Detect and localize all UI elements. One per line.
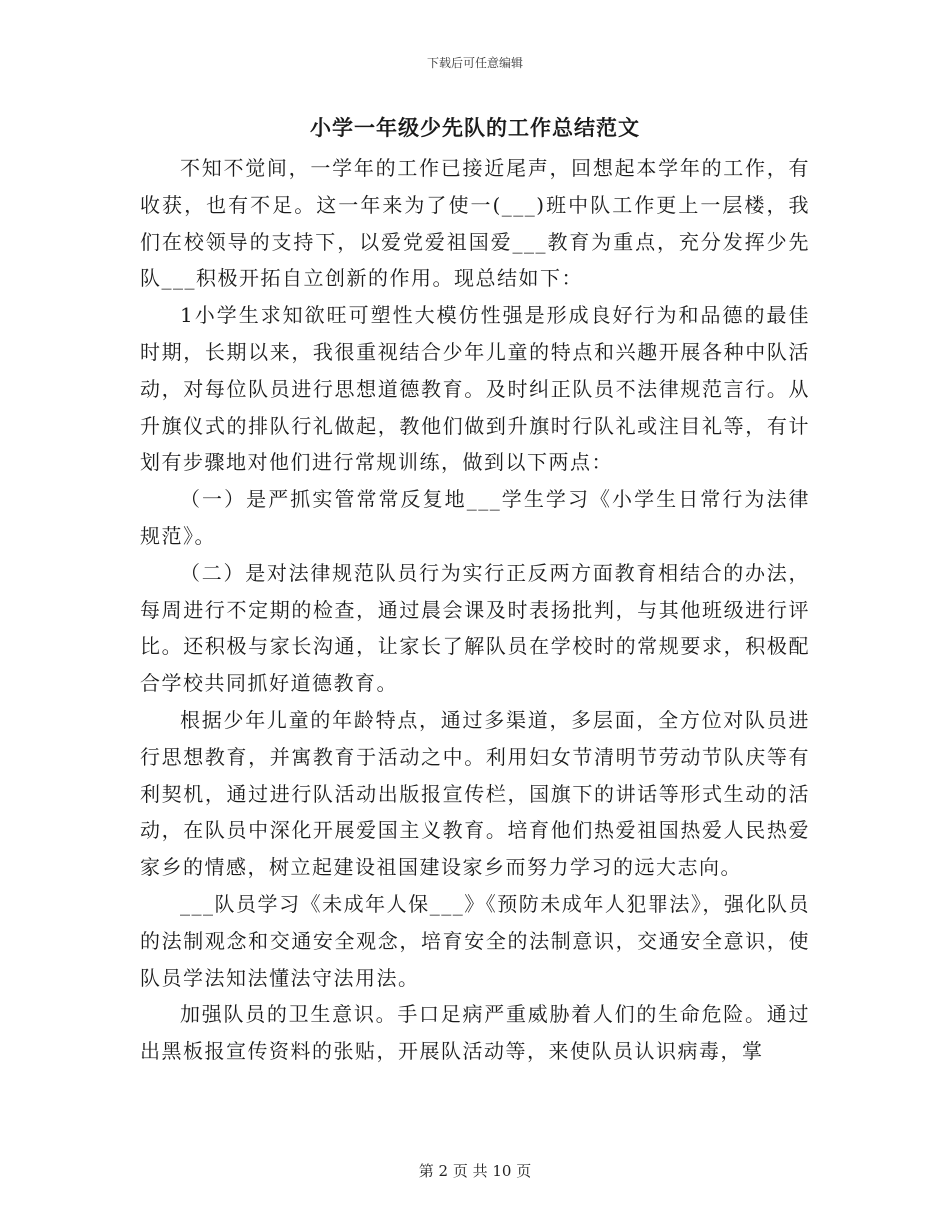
paragraph-sub-1: （一）是严抓实管常常反复地___学生学习《小学生日常行为法律规范》。 — [140, 487, 810, 548]
paragraph-intro: 不知不觉间，一学年的工作已接近尾声，回想起本学年的工作，有收获，也有不足。这一年来为了使一(___)班中队工作更上一层楼，我们在校领导的支持下，以爱党爱祖国爱___教育为重点，充分发挥少先队___积极开拓自立创新的作用。现总结如下： — [140, 156, 810, 291]
header-note: 下载后可任意编辑 — [426, 56, 523, 70]
paragraph-hygiene: 加强队员的卫生意识。手口足病严重威胁着人们的生命危险。通过出黑板报宣传资料的张贴，开展队活动等，来使队员认识病毒，掌 — [140, 1002, 810, 1064]
document-body — [140, 150, 810, 1070]
paragraph-legal-education: ___队员学习《未成年人保___》《预防未成年人犯罪法》，强化队员的法制观念和交通安全观念，培育安全的法制意识，交通安全意识，使队员学法知法懂法守法用法。 — [140, 891, 810, 990]
paragraph-point-1: 1小学生求知欲旺可塑性大模仿性强是形成良好行为和品德的最佳时期，长期以来，我很重视结合少年儿童的特点和兴趣开展各种中队活动，对每位队员进行思想道德教育。及时纠正队员不法律规范言行。从升旗仪式的排队行礼做起，教他们做到升旗时行队礼或注目礼等，有计划有步骤地对他们进行常规训练，做到以下两点： — [140, 303, 810, 475]
page-number: 第 2 页 共 10 页 — [418, 1162, 532, 1180]
paragraph-sub-2: （二）是对法律规范队员行为实行正反两方面教育相结合的办法，每周进行不定期的检查，通过晨会课及时表扬批判，与其他班级进行评比。还积极与家长沟通，让家长了解队员在学校时的常规要求，积极配合学校共同抓好道德教育。 — [140, 560, 810, 696]
document-title: 小学一年级少先队的工作总结范文 — [310, 115, 640, 140]
paragraph-patriotic-education: 根据少年儿童的年龄特点，通过多渠道，多层面，全方位对队员进行思想教育，并寓教育于活动之中。利用妇女节清明节劳动节队庆等有利契机，通过进行队活动出版报宣传栏，国旗下的讲话等形式生动的活动，在队员中深化开展爱国主义教育。培育他们热爱祖国热爱人民热爱家乡的情感，树立起建设祖国建设家乡而努力学习的远大志向。 — [140, 707, 810, 880]
